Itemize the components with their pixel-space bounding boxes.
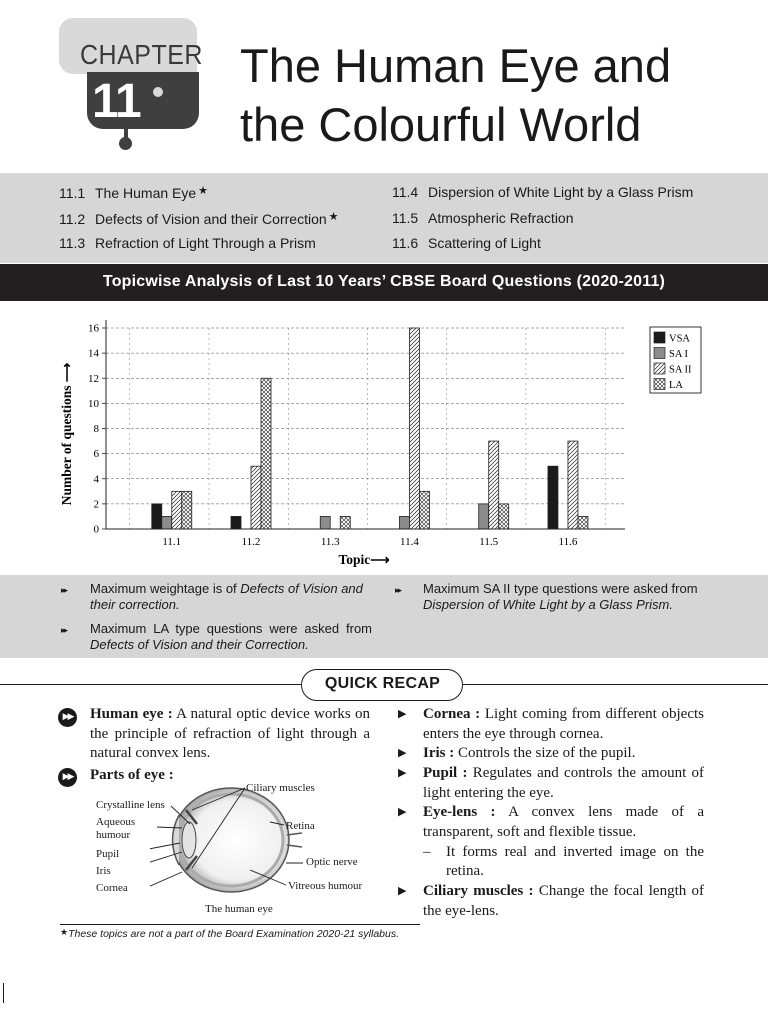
chapter-title-line-2: the Colourful World: [240, 98, 642, 151]
badge-drip-ball: [119, 137, 132, 150]
cornea-line-1: Cornea : Light coming from different objects: [423, 706, 704, 722]
chapter-title: [240, 36, 740, 154]
bar-sa-ii: [409, 328, 419, 529]
badge-notch: [153, 87, 163, 97]
bar-sa-ii: [489, 441, 499, 529]
legend-swatch: [654, 332, 665, 343]
ciliary-line-2: the eye-lens.: [423, 902, 499, 919]
bar-la: [182, 491, 192, 529]
label-retina: Retina: [286, 820, 315, 832]
star-icon: ★: [198, 185, 209, 197]
human-eye-line-2: the principle of refraction of light through a: [90, 725, 370, 742]
bar-sa-ii: [172, 491, 182, 529]
dash-bullet: –: [423, 843, 431, 860]
y-tick-label: 14: [88, 347, 99, 360]
y-tick-label: 8: [93, 423, 99, 435]
pupil-line-2: light entering the eye.: [423, 784, 554, 801]
footnote: ★These topics are not a part of the Board Examination 2020-21 syllabus.: [60, 927, 400, 940]
star-icon: ★: [328, 211, 339, 223]
double-arrow-icon: ▸▸: [61, 585, 67, 595]
x-tick-label: 11.5: [479, 536, 499, 548]
triangle-bullet-icon: ▶: [398, 805, 407, 818]
x-tick-label: 11.6: [558, 536, 578, 548]
y-axis-title: Number of questions ⟶: [59, 362, 74, 506]
label-humour: humour: [96, 829, 131, 841]
legend-label: LA: [669, 380, 683, 391]
y-tick-label: 6: [93, 448, 99, 461]
topic-item: 11.2 Defects of Vision and their Correction ★: [59, 211, 339, 227]
pupil-line-1: Pupil : Regulates and controls the amount of: [423, 765, 704, 781]
bar-sa-i: [320, 516, 330, 529]
human-eye-line-1: Human eye : A natural optic device works on: [90, 706, 370, 722]
x-tick-label: 11.2: [241, 536, 261, 548]
iris-line: Iris : Controls the size of the pupil.: [423, 745, 636, 761]
y-tick-label: 2: [93, 498, 99, 511]
diagram-leader-lines: [150, 780, 320, 900]
eye-lens-sub-1: It forms real and inverted image on the: [446, 843, 704, 860]
observation-text: Maximum LA type questions were asked from: [90, 621, 372, 636]
legend-label: VSA: [669, 333, 691, 345]
triangle-bullet-icon: ▶: [398, 884, 407, 897]
topic-item: 11.4 Dispersion of White Light by a Glass Prism: [392, 184, 694, 200]
label-aqueous: Aqueous: [96, 816, 136, 828]
footnote-rule: [60, 924, 420, 925]
observation-text: Maximum SA II type questions were asked from Dispersion of White Light by a Glass Prism.: [423, 581, 698, 612]
label-ciliary-muscles: Ciliary muscles: [246, 782, 315, 794]
legend-swatch: [654, 379, 665, 390]
legend-swatch: [654, 363, 665, 374]
eye-lens-sub-2: retina.: [446, 863, 484, 879]
human-eye-line-3: natural convex lens.: [90, 745, 211, 761]
bar-sa-i: [479, 504, 489, 529]
y-tick-label: 16: [88, 322, 99, 335]
x-tick-label: 11.1: [162, 536, 182, 548]
topic-item: 11.3 Refraction of Light Through a Prism: [59, 235, 316, 251]
y-tick-label: 4: [93, 473, 99, 486]
star-icon: ★: [60, 927, 69, 937]
bar-sa-i: [162, 516, 172, 529]
bar-sa-i: [399, 516, 409, 529]
chapter-title-line-1: The Human Eye and: [240, 39, 672, 92]
eye-lens-line-1: Eye-lens : A convex lens made of a: [423, 804, 704, 820]
label-iris: Iris: [96, 865, 111, 877]
topic-item: 11.5 Atmospheric Refraction: [392, 210, 574, 226]
x-tick-label: 11.3: [320, 536, 340, 548]
label-optic-nerve: Optic nerve: [306, 856, 358, 868]
bar-la: [499, 504, 509, 529]
label-pupil: Pupil: [96, 848, 120, 860]
bar-la: [419, 491, 429, 529]
label-crystalline-lens: Crystalline lens: [96, 799, 165, 811]
eye-lens-line-2: transparent, soft and flexible tissue.: [423, 823, 637, 840]
chapter-word: CHAPTER: [80, 40, 203, 71]
label-vitreous-humour: Vitreous humour: [288, 880, 363, 892]
topic-item: 11.6 Scattering of Light: [392, 235, 541, 251]
observation-text-cont: Defects of Vision and their Correction.: [90, 637, 309, 652]
triangle-bullet-icon: ▶: [398, 746, 407, 759]
triangle-bullet-icon: ▶: [398, 766, 407, 779]
cornea-line-2: enters the eye through cornea.: [423, 725, 604, 742]
x-tick-label: 11.4: [400, 536, 419, 548]
page-edge-mark: [3, 983, 4, 1003]
bar-vsa: [152, 504, 162, 529]
legend-swatch: [654, 348, 665, 359]
double-arrow-circle-icon: ▶▶: [58, 768, 77, 787]
legend-label: SA I: [669, 349, 688, 360]
double-arrow-icon: ▸▸: [395, 585, 401, 595]
legend-label: SA II: [669, 364, 692, 376]
y-tick-label: 10: [88, 397, 99, 410]
y-tick-label: 12: [88, 372, 99, 385]
double-arrow-circle-icon: ▶▶: [58, 708, 77, 727]
parts-of-eye-heading: Parts of eye :: [90, 767, 174, 783]
bar-la: [340, 516, 350, 529]
x-axis-title: Topic⟶: [338, 552, 390, 567]
triangle-bullet-icon: ▶: [398, 707, 407, 720]
diagram-caption: The human eye: [205, 903, 273, 915]
bar-sa-ii: [568, 441, 578, 529]
ciliary-line-1: Ciliary muscles : Change the focal length of: [423, 883, 705, 899]
bar-vsa: [548, 466, 558, 529]
bar-la: [261, 378, 271, 529]
question-analysis-chart: [40, 308, 720, 570]
label-cornea: Cornea: [96, 882, 128, 894]
topic-item: 11.1 The Human Eye ★: [59, 185, 209, 201]
recap-label: QUICK RECAP: [324, 675, 441, 692]
y-tick-label: 0: [93, 523, 99, 536]
chapter-number: 11: [92, 75, 141, 128]
bar-sa-ii: [251, 466, 261, 529]
observation-text: Maximum weightage is of Defects of Vision and their correction.: [90, 581, 363, 612]
bar-la: [578, 516, 588, 529]
bar-vsa: [231, 516, 241, 529]
analysis-title: Topicwise Analysis of Last 10 Years’ CBSE Board Questions (2020-2011): [102, 273, 666, 290]
double-arrow-icon: ▸▸: [61, 625, 67, 635]
